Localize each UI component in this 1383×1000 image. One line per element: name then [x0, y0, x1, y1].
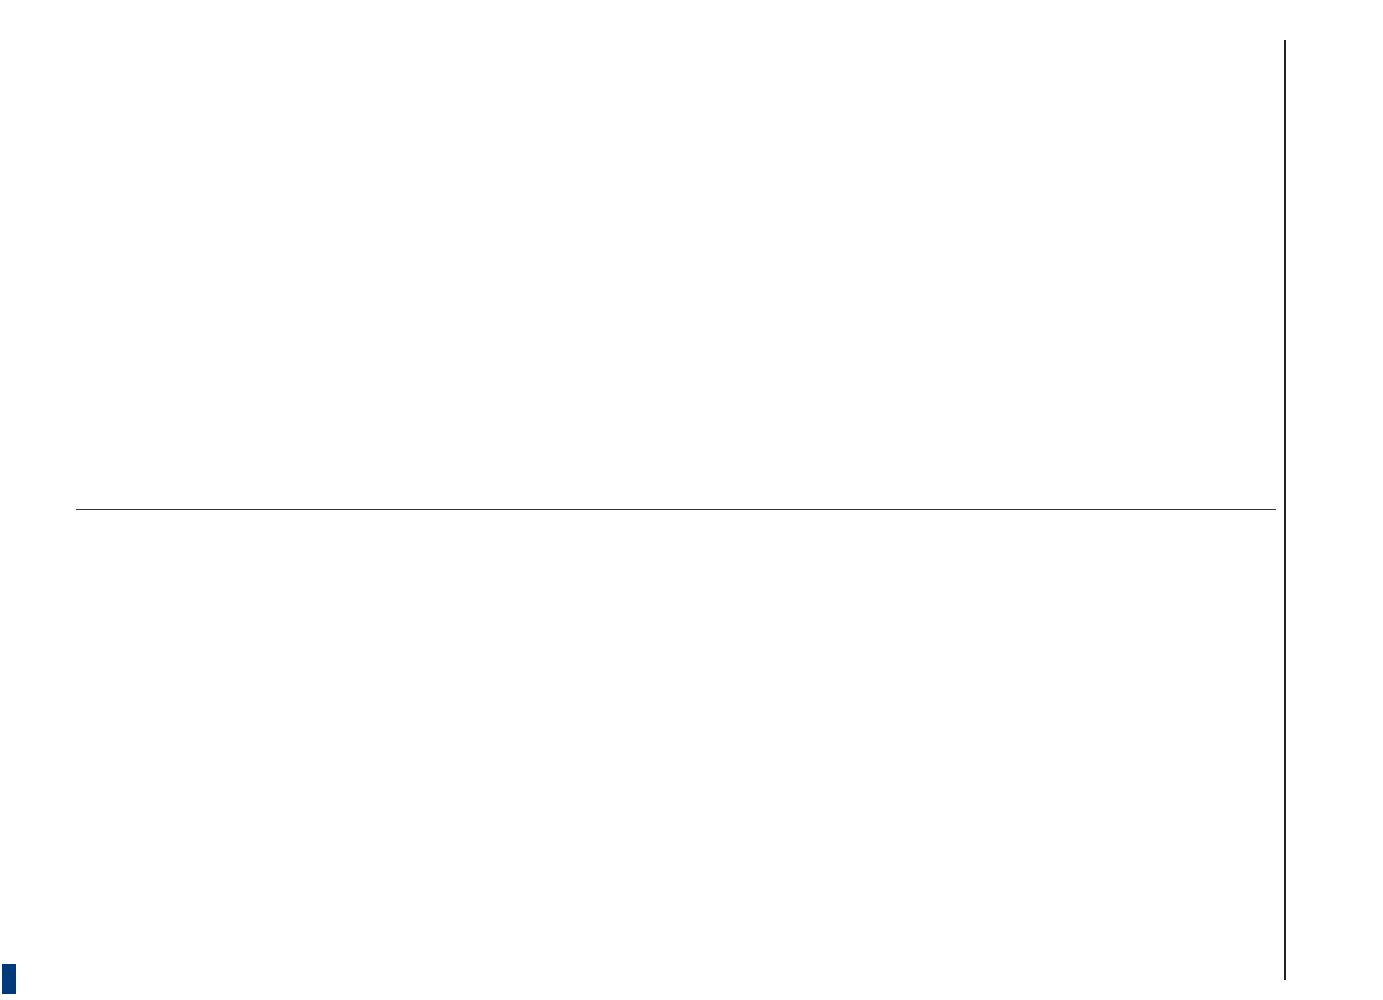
page-header — [1284, 40, 1320, 980]
column-divider — [76, 509, 1276, 510]
digitization-footer — [4, 604, 24, 994]
dfg-logo — [2, 964, 16, 994]
body-text-area — [76, 40, 1276, 980]
right-column — [76, 532, 1276, 980]
left-column — [76, 40, 1276, 488]
rotated-protocol-page — [60, 40, 1320, 980]
